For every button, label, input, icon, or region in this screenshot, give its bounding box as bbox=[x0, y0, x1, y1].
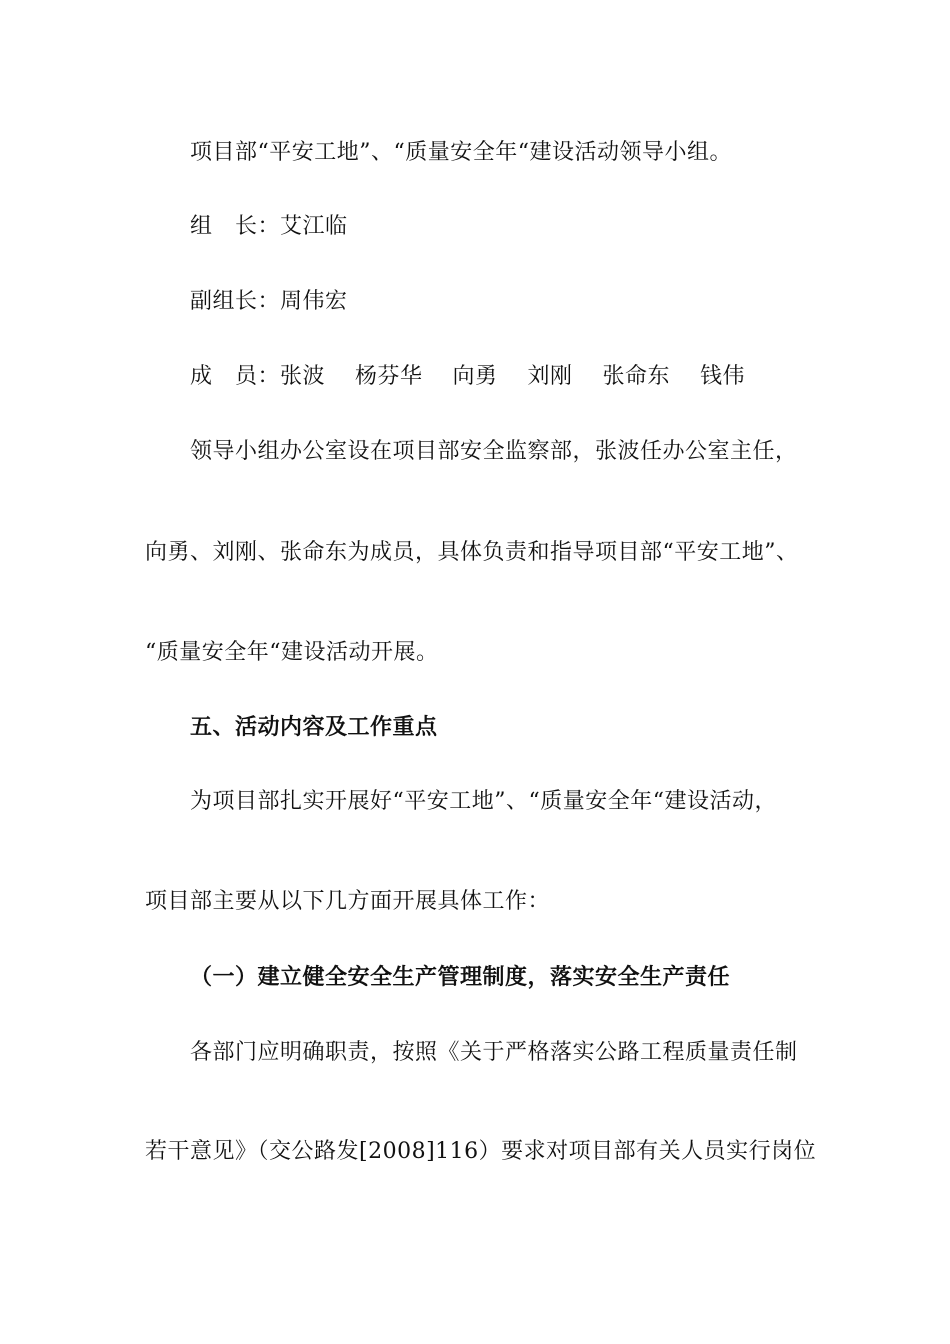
members-line: 成 员：张波 杨芬华 向勇 刘刚 张命东 钱伟 bbox=[190, 364, 745, 389]
work-paragraph-line-2: 项目部主要从以下几方面开展具体工作： bbox=[145, 889, 551, 914]
duties-paragraph-line-2: 若干意见》（交公路发[2008]116）要求对项目部有关人员实行岗位 bbox=[145, 1139, 817, 1164]
duties-paragraph-line-1: 各部门应明确职责，按照《关于严格落实公路工程质量责任制 bbox=[190, 1040, 798, 1065]
work-paragraph-line-1: 为项目部扎实开展好“平安工地”、“质量安全年“建设活动， bbox=[190, 789, 777, 814]
deputy-leader-line: 副组长：周伟宏 bbox=[190, 289, 348, 314]
office-paragraph-line-2: 向勇、刘刚、张命东为成员，具体负责和指导项目部“平安工地”、 bbox=[145, 540, 799, 565]
section-five-heading: 五、活动内容及工作重点 bbox=[190, 714, 438, 740]
office-paragraph-line-1: 领导小组办公室设在项目部安全监察部，张波任办公室主任， bbox=[190, 439, 798, 464]
subsection-one-heading: （一）建立健全安全生产管理制度，落实安全生产责任 bbox=[190, 964, 731, 990]
office-paragraph-line-3: “质量安全年“建设活动开展。 bbox=[145, 640, 439, 665]
leadership-group-heading: 项目部“平安工地”、“质量安全年“建设活动领导小组。 bbox=[190, 140, 732, 165]
group-leader-line: 组 长：艾江临 bbox=[190, 214, 348, 239]
